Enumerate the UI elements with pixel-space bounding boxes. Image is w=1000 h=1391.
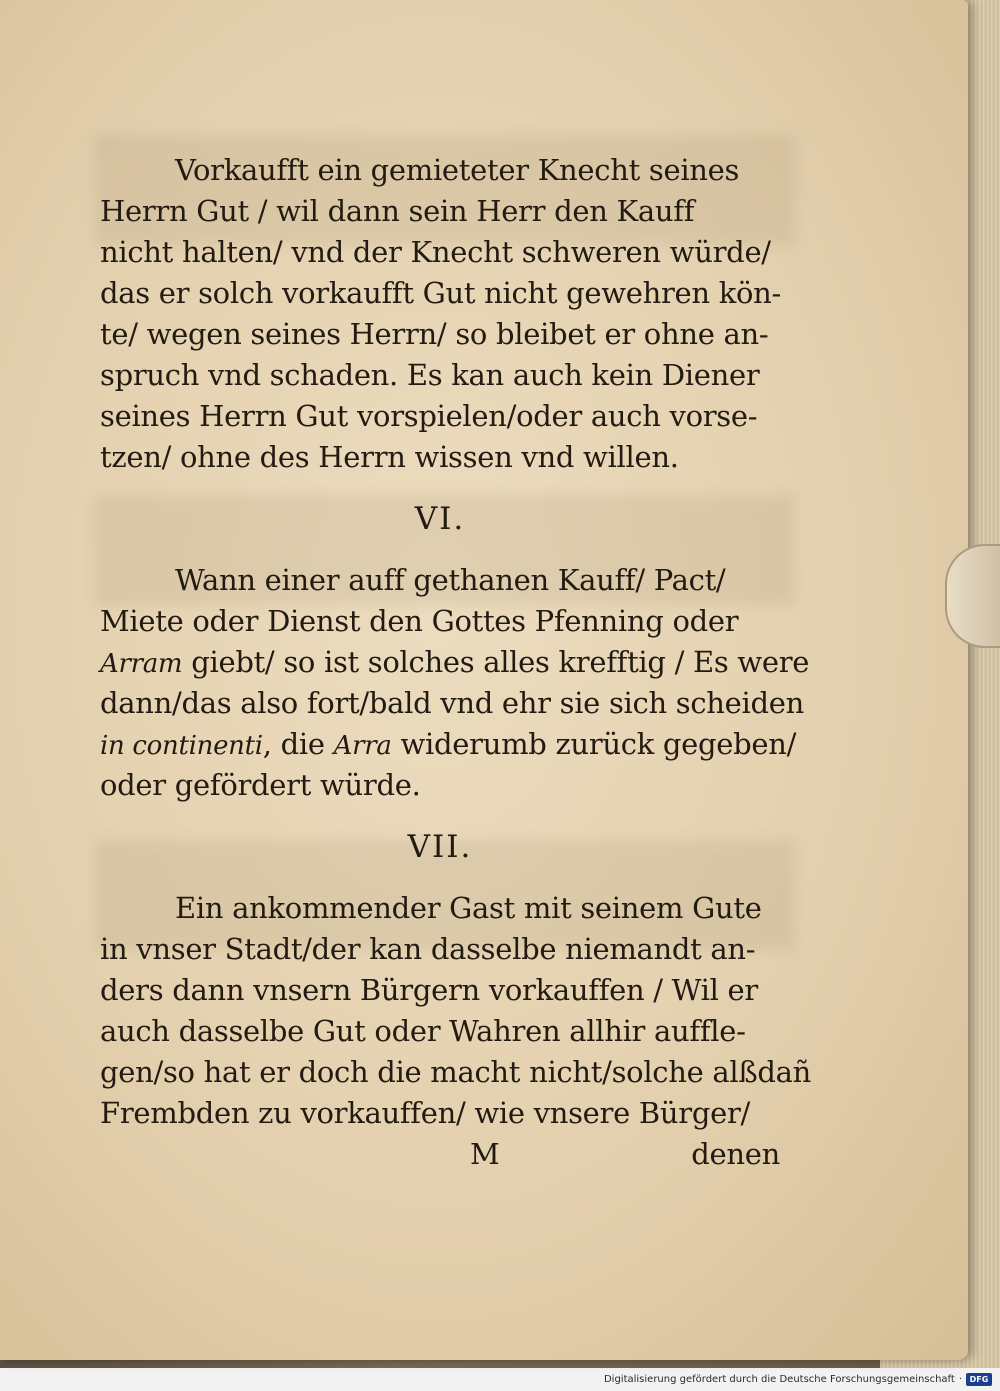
credit-text: Digitalisierung gefördert durch die Deutsche Forschungsgemeinschaft	[603, 1374, 955, 1385]
text-line	[100, 724, 797, 765]
paragraph-1	[100, 150, 780, 478]
page-footer-line	[100, 1134, 780, 1175]
latin-term: in continenti	[100, 731, 263, 761]
catchword: denen	[691, 1137, 780, 1171]
text-line: oder gefördert würde.	[100, 768, 421, 802]
text-line: Wann einer auff gethanen Kauff/ Pact/	[175, 563, 726, 597]
text-span: , die	[262, 727, 334, 761]
text-line: dann/das also fort/bald vnd ehr sie sich scheiden	[100, 686, 804, 720]
signature-mark: M	[470, 1137, 500, 1171]
text-line: auch dasselbe Gut oder Wahren allhir auffle-	[100, 1014, 746, 1048]
text-span: widerumb zurück gegeben/	[391, 727, 797, 761]
text-line: spruch vnd schaden. Es kan auch kein Diener	[100, 358, 760, 392]
section-heading-vi: VI.	[414, 501, 466, 537]
text-span: giebt/ so ist solches alles krefftig / Es were	[182, 645, 810, 679]
text-line: Herrn Gut / wil dann sein Herr den Kauff	[100, 194, 695, 228]
text-line: seines Herrn Gut vorspielen/oder auch vorse-	[100, 399, 758, 433]
paragraph-2	[100, 560, 810, 806]
text-line: in vnser Stadt/der kan dasselbe niemandt an-	[100, 932, 756, 966]
dfg-logo-icon: DFG	[966, 1373, 992, 1386]
text-line: das er solch vorkaufft Gut nicht gewehren kön-	[100, 276, 782, 310]
text-line: Frembden zu vorkauffen/ wie vnsere Bürger/	[100, 1096, 750, 1130]
paragraph-3	[100, 888, 812, 1134]
page-text	[100, 150, 812, 1175]
text-line: Miete oder Dienst den Gottes Pfenning oder	[100, 604, 739, 638]
text-line	[100, 642, 810, 683]
text-line: tzen/ ohne des Herrn wissen vnd willen.	[100, 440, 679, 474]
bookmark-clip	[945, 544, 1000, 648]
text-line: nicht halten/ vnd der Knecht schweren würde/	[100, 235, 771, 269]
text-line: ders dann vnsern Bürgern vorkauffen / Wil er	[100, 973, 758, 1007]
text-line: Ein ankommender Gast mit seinem Gute	[175, 891, 762, 925]
latin-term: Arra	[333, 731, 392, 761]
text-line: te/ wegen seines Herrn/ so bleibet er ohne an-	[100, 317, 769, 351]
digitization-credit	[604, 1373, 992, 1386]
credit-separator: ·	[958, 1374, 962, 1385]
text-line: Vorkaufft ein gemieteter Knecht seines	[175, 153, 740, 187]
section-heading-vii: VII.	[407, 829, 473, 865]
text-line: gen/so hat er doch die macht nicht/solche alßdañ	[100, 1055, 812, 1089]
latin-term: Arram	[100, 649, 183, 679]
